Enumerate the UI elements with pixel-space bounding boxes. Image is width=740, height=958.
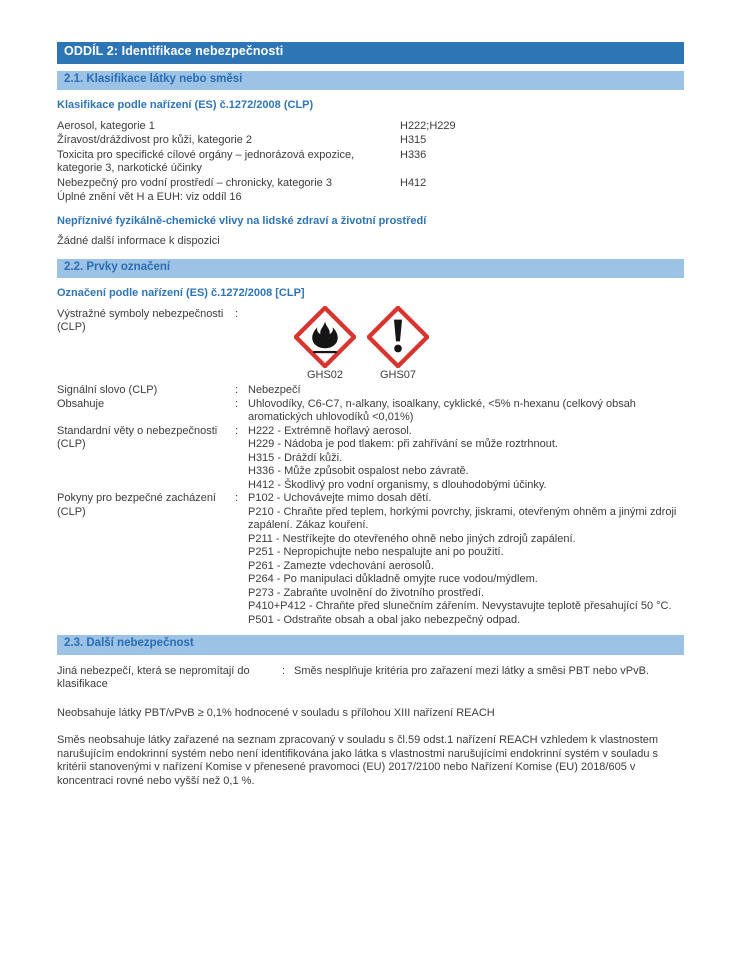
hazard-code: H315 (400, 134, 427, 146)
hazard-statement: H336 - Může způsobit ospalost nebo závratě. (248, 465, 469, 477)
classification-category: Žíravost/dráždivost pro kůži, kategorie 2 (57, 134, 253, 146)
signal-word-value: Nebezpečí (248, 384, 301, 396)
section-2-1-header: 2.1. Klasifikace látky nebo směsi (57, 71, 684, 91)
precautionary-statement: P501 - Odstraňte obsah a obal jako nebezpečný odpad. (248, 613, 521, 626)
precautionary-statement: P251 - Nepropichujte nebo nespalujte ani po použití. (248, 546, 504, 558)
contains-row: Obsahuje : Uhlovodíky, C6-C7, n-alkany, isoalkany, cyklické, <5% n-hexanu (celkový obsah aromatických uhlovodíků <0,01%) (57, 398, 684, 425)
precautionary-statement: P211 - Nestříkejte do otevřeného ohně nebo jiných zdrojů zapálení. (248, 532, 576, 545)
precautionary-statement: P273 - Zabraňte uvolnění do životního prostředí. (248, 586, 485, 599)
clp-labelling-heading: Označení podle nařízení (ES) č.1272/2008 [CLP] (57, 287, 305, 299)
precautionary-statement: P102 - Uchovávejte mimo dosah dětí. (248, 492, 432, 504)
pbt-statement: Neobsahuje látky PBT/vPvB ≥ 0,1% hodnocené v souladu s přílohou XIII nařízení REACH (57, 706, 495, 719)
contains-label: Obsahuje (57, 397, 105, 410)
precautionary-statements-list (248, 492, 684, 627)
endocrine-statement: Směs neobsahuje látky zařazené na seznam zpracovaný v souladu s čl.59 odst.1 nařízení REACH vzhledem k vlastnostem narušujícím endokrinní systém nebo není identifikována jako látka s vlastnostmi narušujícími endokrinní systém v souladu s kritérii stanovenými v nařízení Komise v přenesené pravomoci (EU) 2017/2100 nebo Nařízení Komise (EU) 2018/605 v koncentraci rovné nebo vyšší než 0,1 %. (57, 734, 659, 787)
precautionary-statement: P410+P412 - Chraňte před slunečním zářením. Nevystavujte teplotě přesahující 50 °C. (248, 600, 672, 612)
classification-row (57, 120, 684, 134)
exclamation-mark-icon (367, 306, 429, 368)
precautionary-statement: P261 - Zamezte vdechování aerosolů. (248, 559, 434, 572)
precautionary-statements-row: Pokyny pro bezpečné zacházení (CLP) : P102 - Uchovávejte mimo dosah dětí. P210 - Chraňte před teplem, horkými povrchy, jiskrami, otevřeným ohněm a jinými zdroji zapálení. Zákaz kouření. P211 - Nestříkejte do otevřeného ohně nebo jiných zdrojů zapálení. P251 - Nepropichujte nebo nespalujte ani po použití. P261 - Zamezte vdechování aerosolů. P264 - Po manipulaci důkladně omyjte ruce vodou/mýdlem. P273 - Zabraňte uvolnění do životního prostředí. P410+P412 - Chraňte před slunečním zářením. Nevystavujte teplotě přesahující 50 °C. P501 - Odstraňte obsah a obal jako nebezpečný odpad. (57, 492, 684, 627)
hazard-statement: H222 - Extrémně hořlavý aerosol. (248, 424, 412, 437)
contains-value: Uhlovodíky, C6-C7, n-alkany, isoalkany, cyklické, <5% n-hexanu (celkový obsah aromatických uhlovodíků <0,01%) (248, 397, 636, 423)
precautionary-statement: P264 - Po manipulaci důkladně omyjte ruce vodou/mýdlem. (248, 573, 538, 585)
section-2-2-header: 2.2. Prvky označení (57, 259, 684, 279)
sds-section-2 (57, 42, 684, 788)
hazard-statement: H412 - Škodlivý pro vodní organismy, s dlouhodobými účinky. (248, 478, 547, 491)
clp-classification-heading: Klasifikace podle nařízení (ES) č.1272/2008 (CLP) (57, 99, 314, 111)
pictogram-row: Výstražné symboly nebezpečnosti (CLP) : GHS02 GHS07 (57, 308, 684, 385)
classification-category: Nebezpečný pro vodní prostředí – chronicky, kategorie 3 (57, 176, 332, 189)
ghs07-label: GHS07 (379, 368, 417, 381)
hazard-statements-list (248, 425, 684, 493)
classification-row (57, 177, 684, 191)
signal-word-row: Signální slovo (CLP) : Nebezpečí (57, 384, 684, 398)
hazard-statement: H229 - Nádoba je pod tlakem: při zahřívání se může roztrhnout. (248, 438, 558, 450)
flame-icon (294, 306, 356, 368)
full-text-note: Úplné znění vět H a EUH: viz oddíl 16 (57, 191, 242, 203)
classification-category: Toxicita pro specifické cílové orgány – jednorázová expozice, kategorie 3, narkotické účinky (57, 148, 355, 174)
hazard-code: H222;H229 (400, 119, 456, 132)
hazard-statement: H315 - Dráždí kůži. (248, 451, 343, 464)
ghs07-pictogram (366, 306, 430, 383)
classification-table (57, 120, 684, 191)
hazard-code: H336 (400, 148, 427, 161)
ghs-pictograms (293, 306, 684, 383)
hazard-statements-label: Standardní věty o nebezpečnosti (CLP) (57, 424, 218, 450)
pictogram-row-label: Výstražné symboly nebezpečnosti (CLP) (57, 307, 224, 333)
precautionary-statement: P210 - Chraňte před teplem, horkými povrchy, jiskrami, otevřeným ohněm a jinými zdroji zapálení. Zákaz kouření. (248, 505, 677, 531)
other-hazards-label: Jiná nebezpečí, která se nepromítají do klasifikace (57, 664, 250, 690)
ghs02-pictogram (293, 306, 357, 383)
ghs02-label: GHS02 (306, 368, 344, 381)
classification-row (57, 134, 684, 148)
hazard-code: H412 (400, 176, 427, 189)
adverse-effects-text: Žádné další informace k dispozici (57, 235, 220, 247)
precautionary-statements-label: Pokyny pro bezpečné zacházení (CLP) (57, 492, 216, 518)
section-2-header: ODDÍL 2: Identifikace nebezpečnosti (57, 42, 684, 64)
classification-row (57, 149, 684, 176)
classification-category: Aerosol, kategorie 1 (57, 119, 155, 132)
adverse-effects-heading: Nepříznivé fyzikálně-chemické vlivy na lidské zdraví a životní prostředí (57, 214, 427, 227)
section-2-3-header: 2.3. Další nebezpečnost (57, 635, 684, 655)
other-hazards-row: Jiná nebezpečí, která se nepromítají do klasifikace : Směs nesplňuje kritéria pro zařazení mezi látky a směsi PBT nebo vPvB. (57, 665, 684, 692)
other-hazards-value: Směs nesplňuje kritéria pro zařazení mezi látky a směsi PBT nebo vPvB. (294, 664, 650, 677)
hazard-statements-row: Standardní věty o nebezpečnosti (CLP) : H222 - Extrémně hořlavý aerosol. H229 - Nádoba je pod tlakem: při zahřívání se může roztrhnout. H315 - Dráždí kůži. H336 - Může způsobit ospalost nebo závratě. H412 - Škodlivý pro vodní organismy, s dlouhodobými účinky. (57, 425, 684, 493)
signal-word-label: Signální slovo (CLP) (57, 384, 158, 396)
